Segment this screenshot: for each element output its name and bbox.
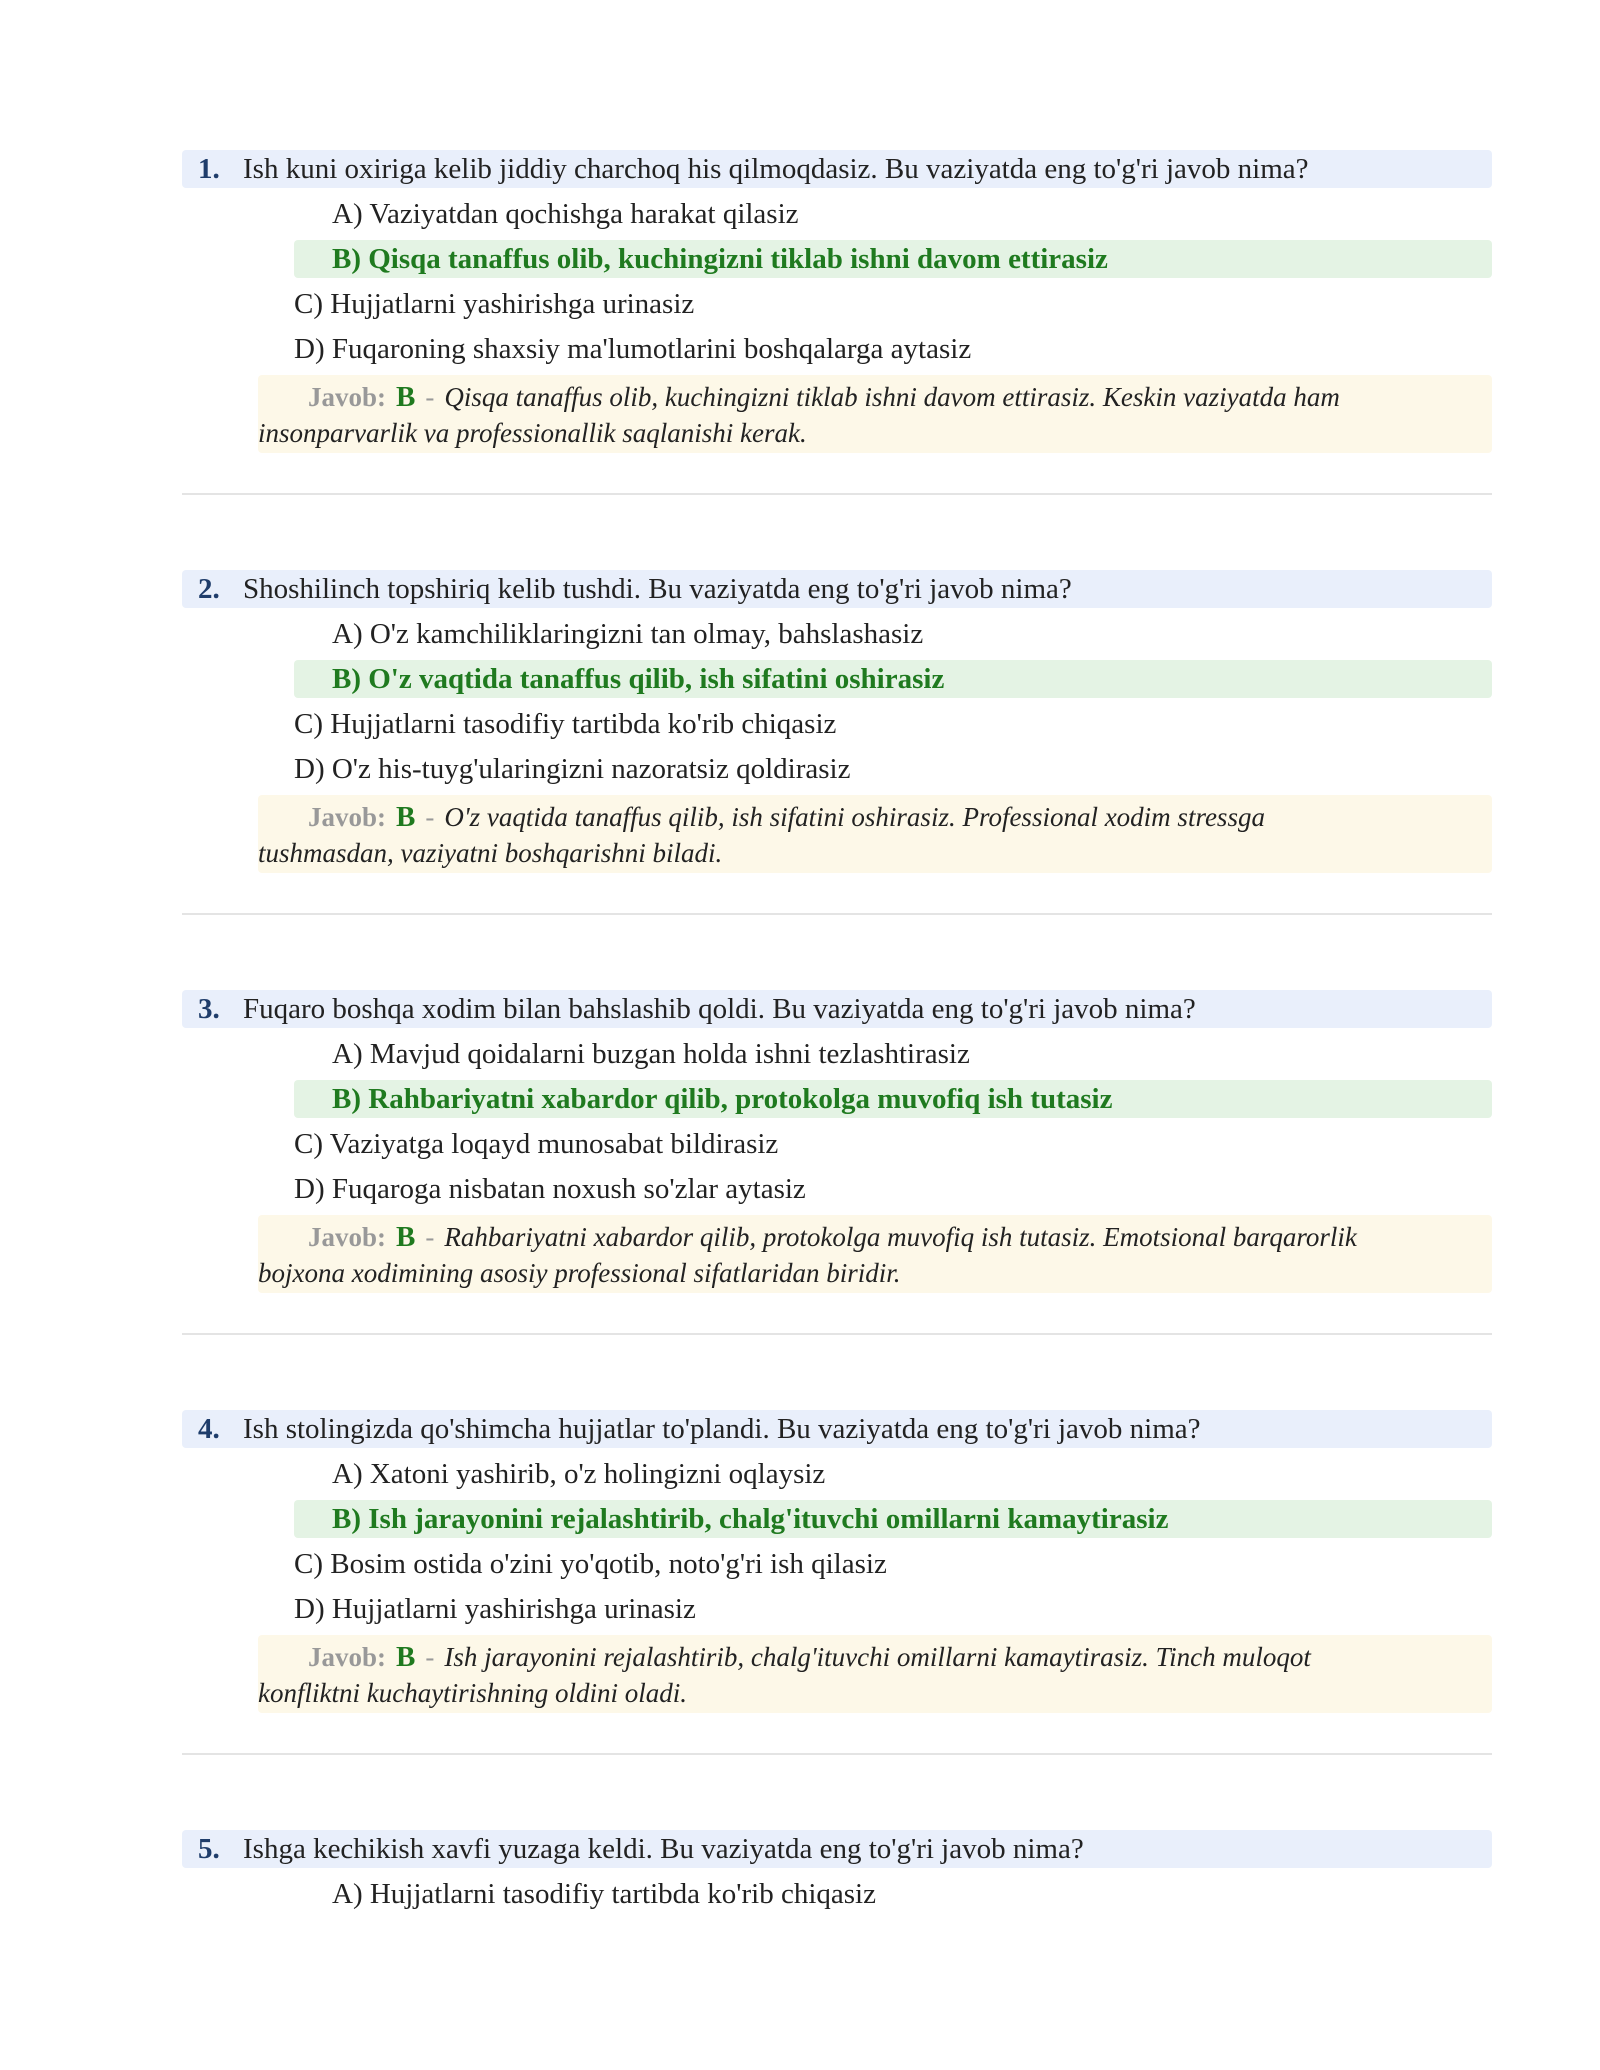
answer-separator: - bbox=[425, 1222, 435, 1252]
answer-explanation: Rahbariyatni xabardor qilib, protokolga muvofiq ish tutasiz. Emotsional barqarorlik bbox=[444, 1222, 1357, 1252]
answer-explanation: Ish jarayonini rejalashtirib, chalg'ituvchi omillarni kamaytirasiz. Tinch muloqot bbox=[444, 1642, 1311, 1672]
question-header bbox=[182, 1410, 1492, 1448]
option-d: D) Fuqaroning shaxsiy ma'lumotlarini boshqalarga aytasiz bbox=[294, 333, 972, 365]
option-b-label: B) Qisqa tanaffus olib, kuchingizni tiklab ishni davom ettirasiz bbox=[332, 243, 1108, 275]
answer-box bbox=[258, 375, 1492, 453]
answer-label: Javob: bbox=[308, 382, 387, 412]
option-b-correct bbox=[294, 240, 1492, 278]
option-b-correct bbox=[294, 660, 1492, 698]
question-header bbox=[182, 1830, 1492, 1868]
answer-explanation-continued: bojxona xodimining asosiy professional sifatlaridan biridir. bbox=[258, 1258, 901, 1288]
answer-label: Javob: bbox=[308, 1222, 387, 1252]
option-b-correct bbox=[294, 1500, 1492, 1538]
option-c: C) Vaziyatga loqayd munosabat bildirasiz bbox=[294, 1128, 779, 1160]
divider bbox=[182, 913, 1492, 915]
answer-box bbox=[258, 795, 1492, 873]
option-c: C) Bosim ostida o'zini yo'qotib, noto'g'ri ish qilasiz bbox=[294, 1548, 887, 1580]
answer-explanation-continued: tushmasdan, vaziyatni boshqarishni biladi. bbox=[258, 838, 723, 868]
question-number: 5. bbox=[198, 1833, 220, 1865]
option-c: C) Hujjatlarni yashirishga urinasiz bbox=[294, 288, 695, 320]
question-number: 3. bbox=[198, 993, 220, 1025]
answer-explanation-continued: konfliktni kuchaytirishning oldini oladi. bbox=[258, 1678, 687, 1708]
question-number: 4. bbox=[198, 1413, 220, 1445]
answer-label: Javob: bbox=[308, 1642, 387, 1672]
question-text: Ishga kechikish xavfi yuzaga keldi. Bu vaziyatda eng to'g'ri javob nima? bbox=[243, 1833, 1084, 1865]
option-a: A) Vaziyatdan qochishga harakat qilasiz bbox=[332, 198, 799, 230]
option-d: D) O'z his-tuyg'ularingizni nazoratsiz qoldirasiz bbox=[294, 753, 851, 785]
question-text: Ish kuni oxiriga kelib jiddiy charchoq his qilmoqdasiz. Bu vaziyatda eng to'g'ri javob nima? bbox=[243, 153, 1309, 185]
answer-explanation: Qisqa tanaffus olib, kuchingizni tiklab ishni davom ettirasiz. Keskin vaziyatda ham bbox=[444, 382, 1340, 412]
option-a: A) Hujjatlarni tasodifiy tartibda ko'rib chiqasiz bbox=[332, 1878, 876, 1910]
answer-letter: B bbox=[396, 801, 416, 833]
question-number: 2. bbox=[198, 573, 220, 605]
answer-box bbox=[258, 1635, 1492, 1713]
answer-separator: - bbox=[425, 802, 435, 832]
answer-separator: - bbox=[425, 382, 435, 412]
option-b-label: B) O'z vaqtida tanaffus qilib, ish sifatini oshirasiz bbox=[332, 663, 945, 695]
answer-letter: B bbox=[396, 1221, 416, 1253]
question-header bbox=[182, 570, 1492, 608]
answer-letter: B bbox=[396, 1641, 416, 1673]
answer-line-1 bbox=[308, 379, 1340, 415]
answer-explanation: O'z vaqtida tanaffus qilib, ish sifatini oshirasiz. Professional xodim stressga bbox=[444, 802, 1265, 832]
divider bbox=[182, 1753, 1492, 1755]
option-c: C) Hujjatlarni tasodifiy tartibda ko'rib chiqasiz bbox=[294, 708, 837, 740]
answer-line-1 bbox=[308, 1219, 1357, 1255]
question-number: 1. bbox=[198, 153, 220, 185]
option-b-correct bbox=[294, 1080, 1492, 1118]
option-d: D) Hujjatlarni yashirishga urinasiz bbox=[294, 1593, 696, 1625]
question-text: Ish stolingizda qo'shimcha hujjatlar to'plandi. Bu vaziyatda eng to'g'ri javob nima? bbox=[243, 1413, 1201, 1445]
option-a: A) Mavjud qoidalarni buzgan holda ishni tezlashtirasiz bbox=[332, 1038, 970, 1070]
option-a: A) O'z kamchiliklaringizni tan olmay, bahslashasiz bbox=[332, 618, 924, 650]
answer-letter: B bbox=[396, 381, 416, 413]
question-header bbox=[182, 990, 1492, 1028]
answer-line-1 bbox=[308, 799, 1265, 835]
option-a: A) Xatoni yashirib, o'z holingizni oqlaysiz bbox=[332, 1458, 826, 1490]
question-text: Fuqaro boshqa xodim bilan bahslashib qoldi. Bu vaziyatda eng to'g'ri javob nima? bbox=[243, 993, 1196, 1025]
option-b-label: B) Rahbariyatni xabardor qilib, protokolga muvofiq ish tutasiz bbox=[332, 1083, 1113, 1115]
divider bbox=[182, 1333, 1492, 1335]
answer-label: Javob: bbox=[308, 802, 387, 832]
option-b-label: B) Ish jarayonini rejalashtirib, chalg'ituvchi omillarni kamaytirasiz bbox=[332, 1503, 1169, 1535]
answer-explanation-continued: insonparvarlik va professionallik saqlanishi kerak. bbox=[258, 418, 807, 448]
question-header bbox=[182, 150, 1492, 188]
answer-box bbox=[258, 1215, 1492, 1293]
divider bbox=[182, 493, 1492, 495]
answer-line-1 bbox=[308, 1639, 1311, 1675]
question-text: Shoshilinch topshiriq kelib tushdi. Bu vaziyatda eng to'g'ri javob nima? bbox=[243, 573, 1072, 605]
option-d: D) Fuqaroga nisbatan noxush so'zlar aytasiz bbox=[294, 1173, 806, 1205]
answer-separator: - bbox=[425, 1642, 435, 1672]
